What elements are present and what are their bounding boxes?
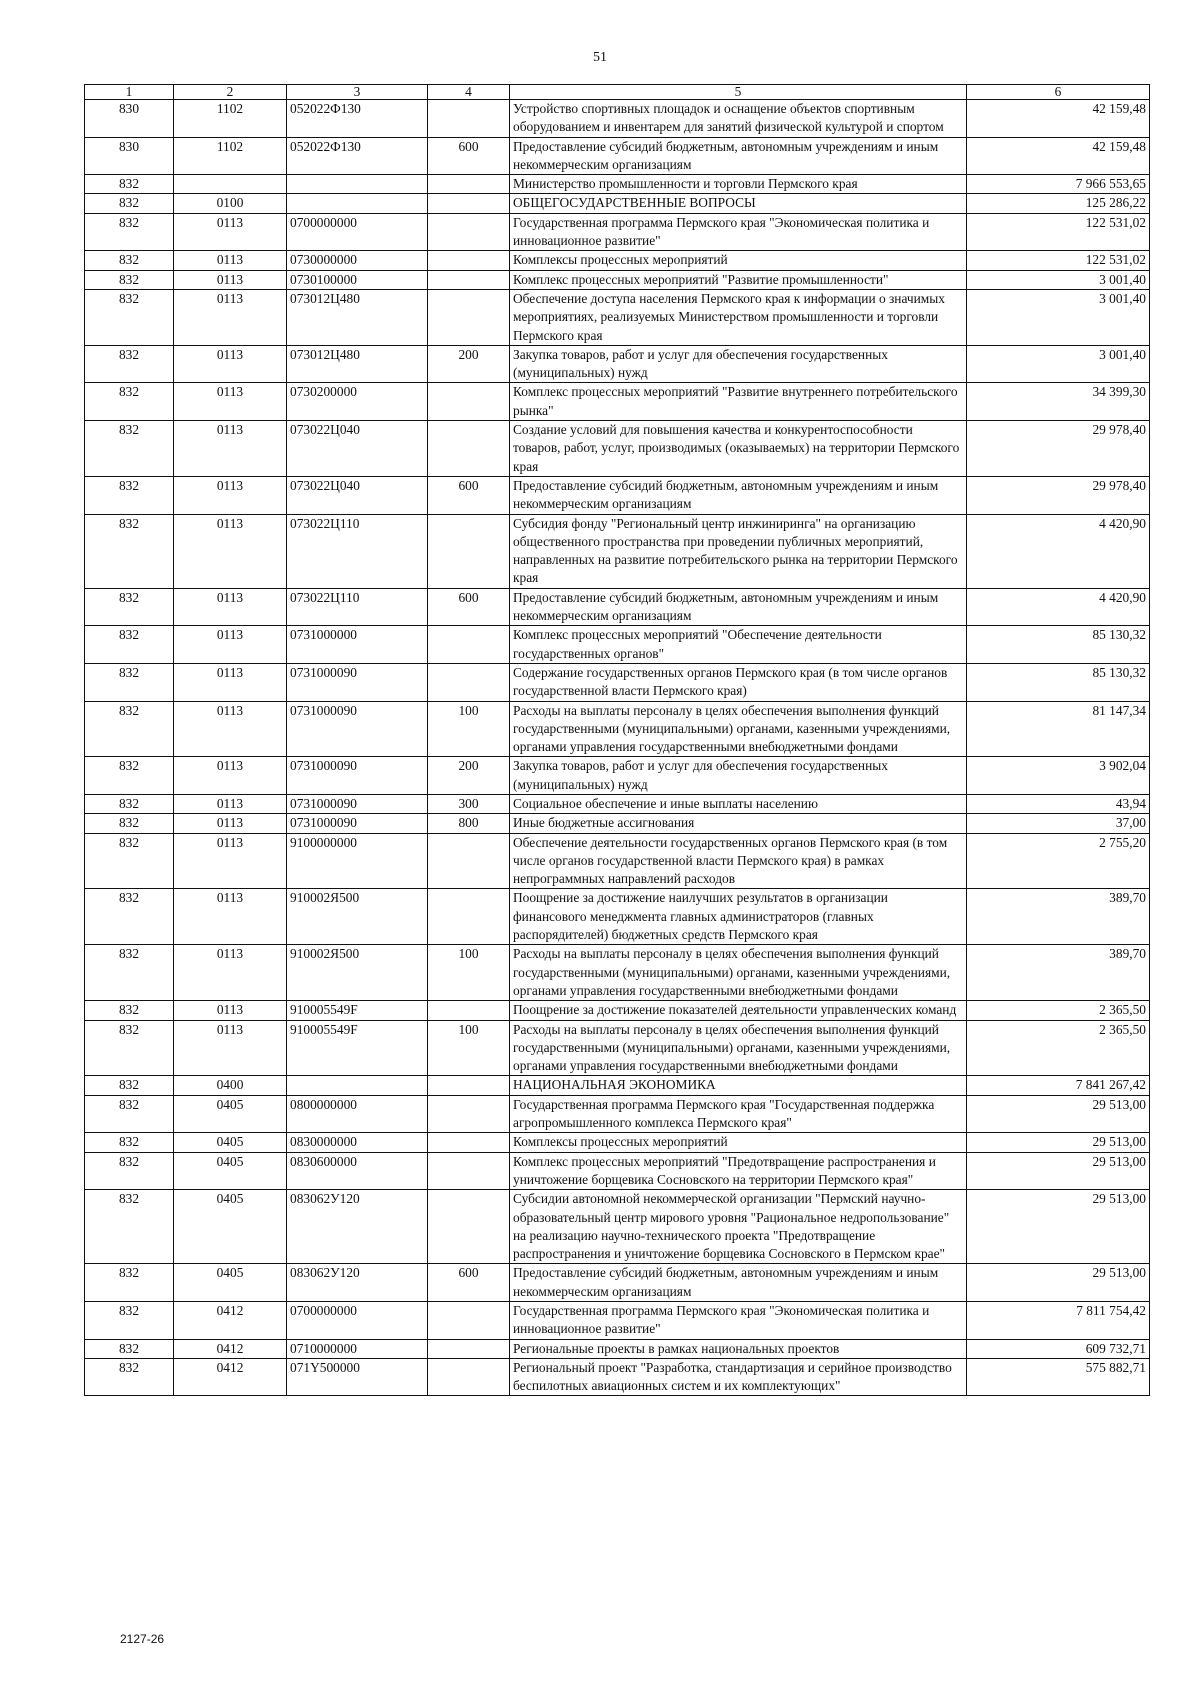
admin-code-cell: 832 [85,345,174,383]
table-row [85,833,1150,889]
expense-type-cell [428,1076,510,1095]
section-code-cell: 0113 [174,1001,287,1020]
section-code-cell: 0113 [174,588,287,626]
expense-type-cell [428,1190,510,1264]
description-cell: Обеспечение доступа населения Пермского края к информации о значимых мероприятиях, реализуемых Министерством промышленности и торговли Пермского края [510,289,967,345]
amount-cell: 575 882,71 [967,1358,1150,1396]
admin-code-cell: 832 [85,1152,174,1190]
expense-type-cell: 800 [428,814,510,833]
amount-cell: 125 286,22 [967,194,1150,213]
description-cell: Поощрение за достижение наилучших результатов в организации финансового менеджмента главных администраторов (главных распорядителей) бюджетных средств Пермского края [510,889,967,945]
target-article-cell [287,194,428,213]
admin-code-cell: 832 [85,1001,174,1020]
admin-code-cell: 830 [85,137,174,175]
description-cell: Предоставление субсидий бюджетным, автономным учреждениям и иным некоммерческим организациям [510,1264,967,1302]
target-article-cell: 0731000090 [287,701,428,757]
amount-cell: 29 978,40 [967,476,1150,514]
section-code-cell: 0405 [174,1264,287,1302]
description-cell: Комплекс процессных мероприятий "Обеспечение деятельности государственных органов" [510,626,967,664]
table-row [85,1190,1150,1264]
amount-cell: 29 513,00 [967,1190,1150,1264]
description-cell: ОБЩЕГОСУДАРСТВЕННЫЕ ВОПРОСЫ [510,194,967,213]
target-article-cell: 083062У120 [287,1264,428,1302]
amount-cell: 29 513,00 [967,1133,1150,1152]
amount-cell: 7 841 267,42 [967,1076,1150,1095]
amount-cell: 4 420,90 [967,514,1150,588]
expense-type-cell [428,833,510,889]
amount-cell: 2 755,20 [967,833,1150,889]
table-row [85,137,1150,175]
target-article-cell: 073012Ц480 [287,289,428,345]
admin-code-cell: 830 [85,100,174,138]
description-cell: Субсидия фонду "Региональный центр инжиниринга" на организацию общественного пространства при проведении публичных мероприятий, направленных на развитие потребительского рынка на территории Пермского края [510,514,967,588]
table-row [85,1133,1150,1152]
table-row [85,794,1150,813]
table-row [85,251,1150,270]
target-article-cell: 073022Ц110 [287,588,428,626]
target-article-cell: 073022Ц110 [287,514,428,588]
admin-code-cell: 832 [85,1358,174,1396]
target-article-cell: 0730000000 [287,251,428,270]
admin-code-cell: 832 [85,213,174,251]
target-article-cell: 0730200000 [287,383,428,421]
admin-code-cell: 832 [85,701,174,757]
description-cell: Комплекс процессных мероприятий "Развитие промышленности" [510,270,967,289]
expense-type-cell [428,100,510,138]
description-cell: Иные бюджетные ассигнования [510,814,967,833]
table-row [85,945,1150,1001]
description-cell: Предоставление субсидий бюджетным, автономным учреждениям и иным некоммерческим организациям [510,476,967,514]
admin-code-cell: 832 [85,945,174,1001]
amount-cell: 122 531,02 [967,213,1150,251]
description-cell: Комплекс процессных мероприятий "Развитие внутреннего потребительского рынка" [510,383,967,421]
expense-type-cell [428,421,510,477]
target-article-cell: 073012Ц480 [287,345,428,383]
description-cell: Обеспечение деятельности государственных органов Пермского края (в том числе органов государственной власти Пермского края) в рамках непрограммных направлений расходов [510,833,967,889]
budget-table [84,84,1150,1396]
amount-cell: 7 811 754,42 [967,1302,1150,1340]
section-code-cell: 0100 [174,194,287,213]
section-code-cell: 0113 [174,626,287,664]
expense-type-cell [428,1133,510,1152]
target-article-cell: 0730100000 [287,270,428,289]
description-cell: Региональный проект "Разработка, стандартизация и серийное производство беспилотных авиационных систем и их комплектующих" [510,1358,967,1396]
amount-cell: 29 513,00 [967,1264,1150,1302]
target-article-cell: 071Y500000 [287,1358,428,1396]
expense-type-cell [428,383,510,421]
section-code-cell: 0412 [174,1358,287,1396]
admin-code-cell: 832 [85,1095,174,1133]
table-row [85,1020,1150,1076]
admin-code-cell: 832 [85,1339,174,1358]
admin-code-cell: 832 [85,175,174,194]
expense-type-cell [428,889,510,945]
admin-code-cell: 832 [85,663,174,701]
admin-code-cell: 832 [85,814,174,833]
amount-cell: 2 365,50 [967,1001,1150,1020]
admin-code-cell: 832 [85,194,174,213]
column-header: 5 [510,85,967,100]
target-article-cell: 052022Ф130 [287,137,428,175]
description-cell: Субсидии автономной некоммерческой организации "Пермский научно-образовательный центр мирового уровня "Рациональное недропользование" на реализацию научно-технического проекта "Предотвращение распространения и уничтожение борщевика Сосновского в Пермском крае" [510,1190,967,1264]
description-cell: НАЦИОНАЛЬНАЯ ЭКОНОМИКА [510,1076,967,1095]
table-row [85,701,1150,757]
section-code-cell: 0113 [174,701,287,757]
expense-type-cell [428,213,510,251]
description-cell: Социальное обеспечение и иные выплаты населению [510,794,967,813]
section-code-cell: 0113 [174,213,287,251]
target-article-cell [287,175,428,194]
section-code-cell: 0113 [174,663,287,701]
target-article-cell: 0731000000 [287,626,428,664]
expense-type-cell: 600 [428,476,510,514]
admin-code-cell: 832 [85,476,174,514]
expense-type-cell [428,514,510,588]
expense-type-cell: 600 [428,588,510,626]
admin-code-cell: 832 [85,757,174,795]
expense-type-cell: 300 [428,794,510,813]
description-cell: Создание условий для повышения качества и конкурентоспособности товаров, работ, услуг, производимых (оказываемых) на территории Пермского края [510,421,967,477]
section-code-cell: 0405 [174,1152,287,1190]
table-row [85,1095,1150,1133]
amount-cell: 3 001,40 [967,345,1150,383]
amount-cell: 29 513,00 [967,1152,1150,1190]
description-cell: Государственная программа Пермского края "Государственная поддержка агропромышленного комплекса Пермского края" [510,1095,967,1133]
admin-code-cell: 832 [85,251,174,270]
admin-code-cell: 832 [85,626,174,664]
description-cell: Комплексы процессных мероприятий [510,251,967,270]
table-row [85,213,1150,251]
section-code-cell: 0113 [174,945,287,1001]
target-article-cell: 0800000000 [287,1095,428,1133]
admin-code-cell: 832 [85,514,174,588]
section-code-cell: 0113 [174,476,287,514]
amount-cell: 389,70 [967,945,1150,1001]
amount-cell: 29 978,40 [967,421,1150,477]
section-code-cell: 0113 [174,1020,287,1076]
table-row [85,663,1150,701]
amount-cell: 7 966 553,65 [967,175,1150,194]
column-header: 3 [287,85,428,100]
description-cell: Государственная программа Пермского края "Экономическая политика и инновационное развитие" [510,1302,967,1340]
description-cell: Комплексы процессных мероприятий [510,1133,967,1152]
section-code-cell: 0113 [174,383,287,421]
page-number: 51 [593,50,607,65]
description-cell: Государственная программа Пермского края "Экономическая политика и инновационное развитие" [510,213,967,251]
expense-type-cell [428,1302,510,1340]
amount-cell: 85 130,32 [967,663,1150,701]
target-article-cell: 0731000090 [287,814,428,833]
target-article-cell: 0830000000 [287,1133,428,1152]
target-article-cell: 0731000090 [287,663,428,701]
expense-type-cell [428,1339,510,1358]
amount-cell: 43,94 [967,794,1150,813]
amount-cell: 2 365,50 [967,1020,1150,1076]
description-cell: Предоставление субсидий бюджетным, автономным учреждениям и иным некоммерческим организациям [510,137,967,175]
section-code-cell: 0113 [174,345,287,383]
expense-type-cell [428,1095,510,1133]
section-code-cell: 0113 [174,514,287,588]
table-row [85,814,1150,833]
section-code-cell: 0113 [174,251,287,270]
section-code-cell: 0113 [174,794,287,813]
table-body [85,100,1150,1396]
target-article-cell [287,1076,428,1095]
expense-type-cell: 100 [428,1020,510,1076]
table-row [85,1076,1150,1095]
amount-cell: 29 513,00 [967,1095,1150,1133]
table-row [85,1358,1150,1396]
table-row [85,1152,1150,1190]
admin-code-cell: 832 [85,1076,174,1095]
target-article-cell: 0731000090 [287,794,428,813]
amount-cell: 4 420,90 [967,588,1150,626]
section-code-cell: 0113 [174,757,287,795]
section-code-cell: 0113 [174,833,287,889]
description-cell: Расходы на выплаты персоналу в целях обеспечения выполнения функций государственными (муниципальными) органами, казенными учреждениями, органами управления государственными внебюджетными фондами [510,1020,967,1076]
section-code-cell: 0405 [174,1095,287,1133]
expense-type-cell [428,251,510,270]
expense-type-cell: 600 [428,1264,510,1302]
expense-type-cell [428,626,510,664]
admin-code-cell: 832 [85,889,174,945]
target-article-cell: 0830600000 [287,1152,428,1190]
target-article-cell: 910002Я500 [287,945,428,1001]
section-code-cell: 1102 [174,137,287,175]
expense-type-cell [428,1152,510,1190]
section-code-cell: 0400 [174,1076,287,1095]
amount-cell: 3 001,40 [967,270,1150,289]
target-article-cell: 910002Я500 [287,889,428,945]
admin-code-cell: 832 [85,383,174,421]
description-cell: Расходы на выплаты персоналу в целях обеспечения выполнения функций государственными (муниципальными) органами, казенными учреждениями, органами управления государственными внебюджетными фондами [510,945,967,1001]
column-header: 2 [174,85,287,100]
section-code-cell: 0405 [174,1133,287,1152]
expense-type-cell [428,194,510,213]
target-article-cell: 0700000000 [287,213,428,251]
expense-type-cell [428,1001,510,1020]
target-article-cell: 0731000090 [287,757,428,795]
table-row [85,175,1150,194]
amount-cell: 42 159,48 [967,137,1150,175]
description-cell: Комплекс процессных мероприятий "Предотвращение распространения и уничтожение борщевика Сосновского на территории Пермского края" [510,1152,967,1190]
table-row [85,1339,1150,1358]
table-row [85,383,1150,421]
table-row [85,194,1150,213]
description-cell: Устройство спортивных площадок и оснащение объектов спортивным оборудованием и инвентарем для занятий физической культурой и спортом [510,100,967,138]
expense-type-cell: 200 [428,345,510,383]
description-cell: Расходы на выплаты персоналу в целях обеспечения выполнения функций государственными (муниципальными) органами, казенными учреждениями, органами управления государственными внебюджетными фондами [510,701,967,757]
table-row [85,514,1150,588]
table-row [85,588,1150,626]
column-header: 1 [85,85,174,100]
admin-code-cell: 832 [85,588,174,626]
column-header: 4 [428,85,510,100]
table-row [85,889,1150,945]
admin-code-cell: 832 [85,1264,174,1302]
target-article-cell: 052022Ф130 [287,100,428,138]
amount-cell: 81 147,34 [967,701,1150,757]
amount-cell: 37,00 [967,814,1150,833]
amount-cell: 3 902,04 [967,757,1150,795]
target-article-cell: 910005549F [287,1020,428,1076]
section-code-cell: 0113 [174,421,287,477]
description-cell: Закупка товаров, работ и услуг для обеспечения государственных (муниципальных) нужд [510,345,967,383]
admin-code-cell: 832 [85,1302,174,1340]
table-header-row [85,85,1150,100]
description-cell: Министерство промышленности и торговли Пермского края [510,175,967,194]
table-row [85,1302,1150,1340]
expense-type-cell: 200 [428,757,510,795]
target-article-cell: 0700000000 [287,1302,428,1340]
expense-type-cell [428,289,510,345]
section-code-cell: 0113 [174,814,287,833]
section-code-cell: 0113 [174,270,287,289]
amount-cell: 389,70 [967,889,1150,945]
section-code-cell: 0412 [174,1302,287,1340]
section-code-cell: 0113 [174,889,287,945]
section-code-cell [174,175,287,194]
admin-code-cell: 832 [85,289,174,345]
expense-type-cell [428,175,510,194]
target-article-cell: 0710000000 [287,1339,428,1358]
table-row [85,421,1150,477]
amount-cell: 609 732,71 [967,1339,1150,1358]
description-cell: Поощрение за достижение показателей деятельности управленческих команд [510,1001,967,1020]
section-code-cell: 1102 [174,100,287,138]
amount-cell: 85 130,32 [967,626,1150,664]
admin-code-cell: 832 [85,794,174,813]
target-article-cell: 083062У120 [287,1190,428,1264]
expense-type-cell [428,270,510,289]
amount-cell: 3 001,40 [967,289,1150,345]
amount-cell: 122 531,02 [967,251,1150,270]
table-row [85,626,1150,664]
expense-type-cell: 100 [428,945,510,1001]
expense-type-cell [428,663,510,701]
amount-cell: 34 399,30 [967,383,1150,421]
description-cell: Предоставление субсидий бюджетным, автономным учреждениям и иным некоммерческим организациям [510,588,967,626]
admin-code-cell: 832 [85,1020,174,1076]
target-article-cell: 073022Ц040 [287,421,428,477]
table-row [85,1001,1150,1020]
target-article-cell: 9100000000 [287,833,428,889]
section-code-cell: 0113 [174,289,287,345]
expense-type-cell: 100 [428,701,510,757]
section-code-cell: 0405 [174,1190,287,1264]
table-row [85,270,1150,289]
admin-code-cell: 832 [85,270,174,289]
column-header: 6 [967,85,1150,100]
table-row [85,289,1150,345]
expense-type-cell [428,1358,510,1396]
table-row [85,100,1150,138]
admin-code-cell: 832 [85,421,174,477]
document-code: 2127-26 [120,1632,165,1646]
target-article-cell: 910005549F [287,1001,428,1020]
table-row [85,476,1150,514]
table-row [85,345,1150,383]
admin-code-cell: 832 [85,1190,174,1264]
admin-code-cell: 832 [85,1133,174,1152]
admin-code-cell: 832 [85,833,174,889]
table-row [85,1264,1150,1302]
section-code-cell: 0412 [174,1339,287,1358]
description-cell: Региональные проекты в рамках национальных проектов [510,1339,967,1358]
target-article-cell: 073022Ц040 [287,476,428,514]
amount-cell: 42 159,48 [967,100,1150,138]
description-cell: Содержание государственных органов Пермского края (в том числе органов государственной власти Пермского края) [510,663,967,701]
table-row [85,757,1150,795]
expense-type-cell: 600 [428,137,510,175]
description-cell: Закупка товаров, работ и услуг для обеспечения государственных (муниципальных) нужд [510,757,967,795]
